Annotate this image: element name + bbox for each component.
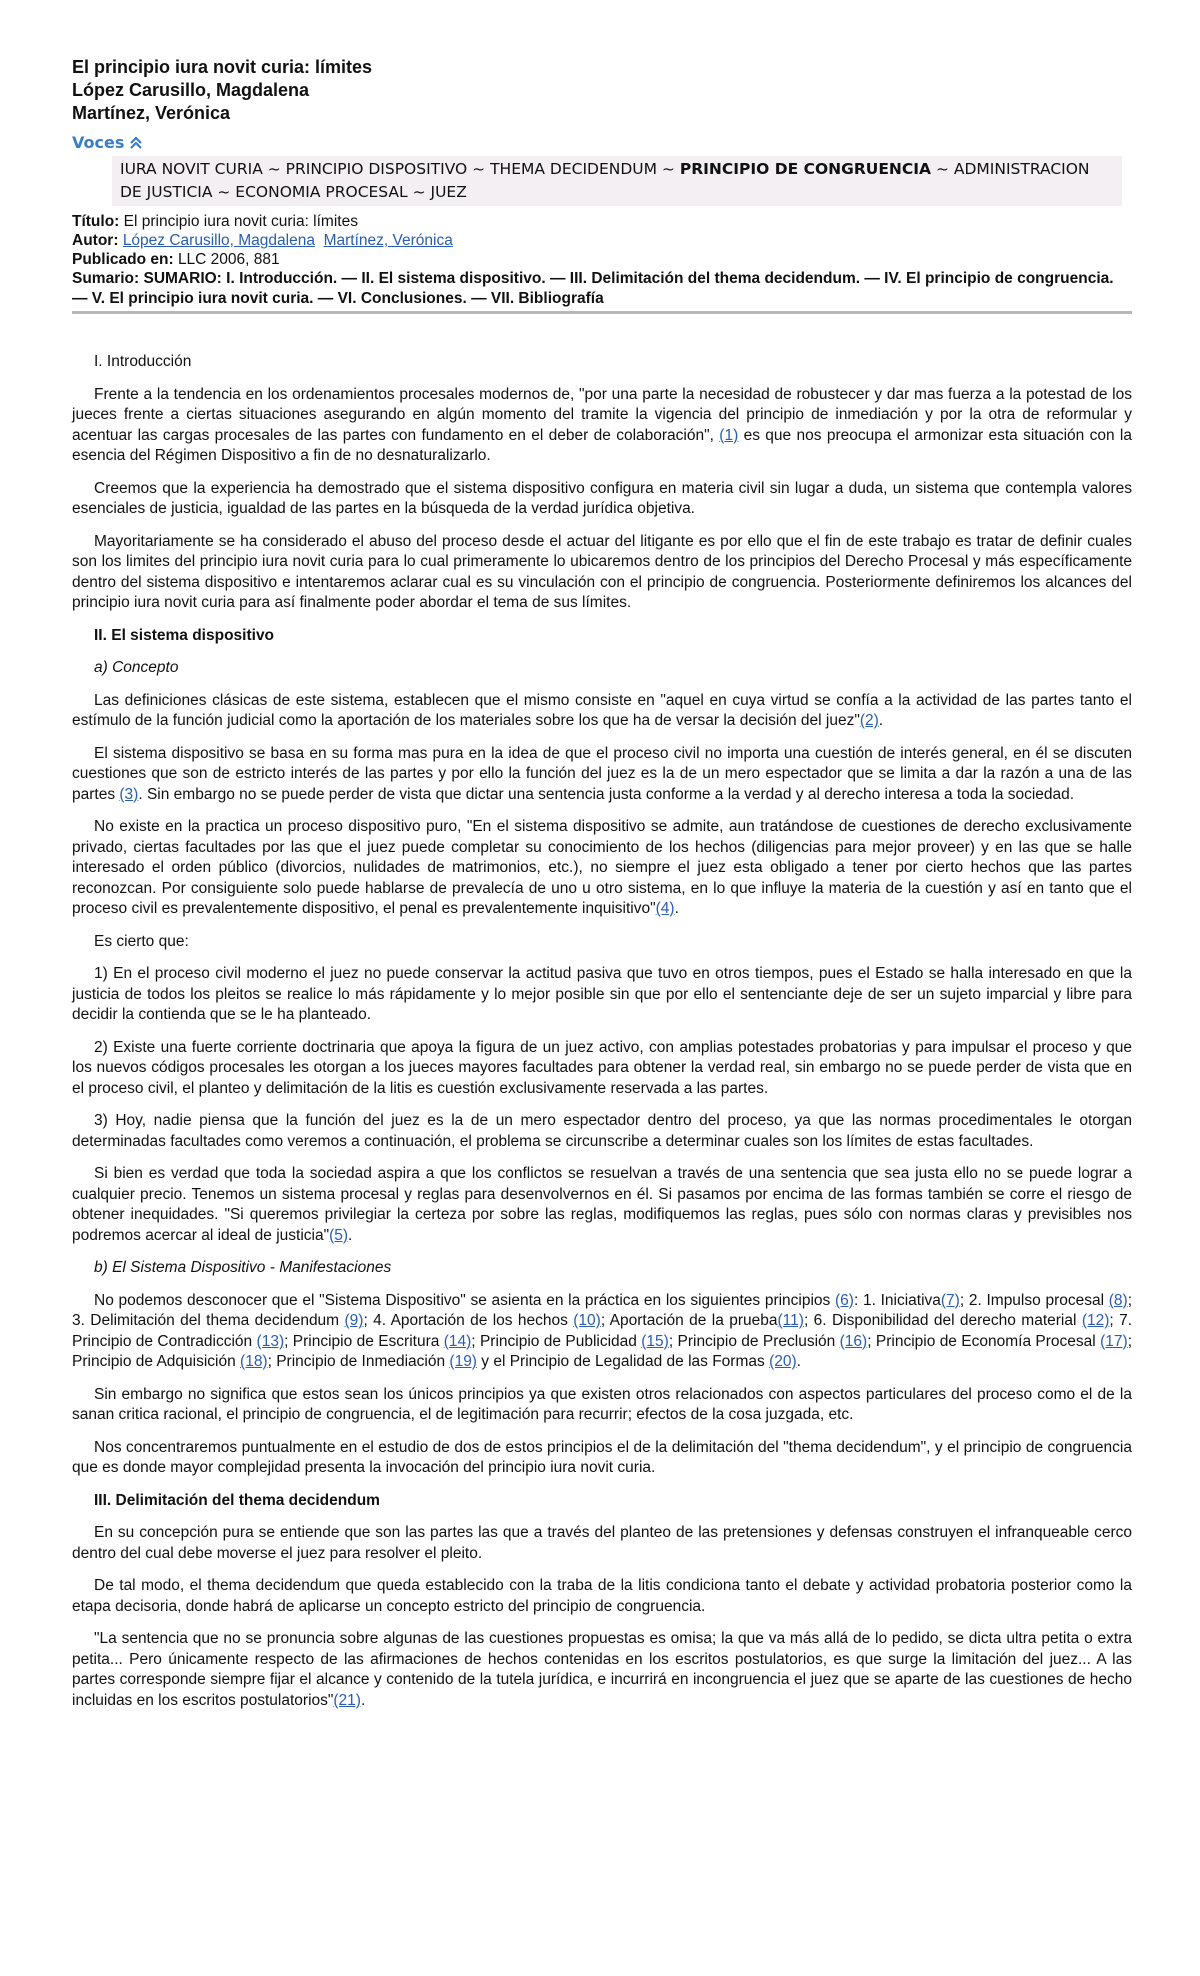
paragraph: Frente a la tendencia en los ordenamientos procesales modernos de, "por una parte la necesidad de robustecer y dar mas fuerza a la potestad de los jueces frente a ciertas situaciones asegurando en algún momento del tramite la vigencia del principio de inmediación y por la otra de reformular y acentuar las cargas procesales de las partes con fundamento en el deber de colaboración", (1) es que nos preocupa el armonizar esta situación con la esencia del Régimen Dispositivo a fin de no desnaturalizarlo. [72, 385, 1133, 464]
metadata [72, 212, 1132, 309]
footnote-link[interactable]: (20) [769, 1353, 797, 1370]
footnote-link[interactable]: (1) [719, 426, 739, 444]
paragraph: No existe en la practica un proceso dispositivo puro, "En el sistema dispositivo se admite, aun tratándose de cuestiones de derecho exclusivamente privado, ciertas facultades por las que el juez puede completar su conocimiento de los hechos (diligencias para mejor proveer) y en las que se halle interesado el orden público (divorcios, nulidades de matrimonios, etc.), no siempre el juez esta obligado a tener por cierto hechos que las partes reconozcan. Por consiguiente solo puede hablarse de prevalecía de uno u otro sistema, en lo que influye la materia de la cuestión y así en tanto que el proceso civil es prevalentemente dispositivo, el penal es prevalentemente inquisitivo"(4). [72, 818, 1132, 917]
titulo-row [72, 212, 1132, 231]
publicado-label: Publicado en: [72, 251, 174, 268]
footnote-link[interactable]: (16) [839, 1332, 868, 1350]
paragraph: Las definiciones clásicas de este sistema, establecen que el mismo consiste en "aquel en cuya virtud se confía a la actividad de las partes tanto el estímulo de la función judicial como la aportación de los materiales sobre los que ha de versar la decisión del juez"(2). [72, 691, 1132, 729]
paragraph: Nos concentraremos puntualmente en el estudio de dos de estos principios el de la delimitación del "thema decidendum", y el principio de congruencia que es donde mayor complejidad presenta la invocación del principio iura novit curia. [72, 1438, 1132, 1476]
keywords-text: ~ ADMINISTRACION DE JUSTICIA ~ ECONOMIA PROCESAL ~ JUEZ [120, 160, 1090, 201]
voces-label: Voces [72, 133, 125, 152]
footnote-link[interactable]: (9) [344, 1312, 364, 1329]
footnote-link[interactable]: (12) [1081, 1312, 1110, 1329]
author-link[interactable]: Martínez, Verónica [323, 232, 453, 249]
paragraph: En su concepción pura se entiende que son las partes las que a través del planteo de las pretensiones y defensas construyen el infranqueable cerco dentro del cual debe moverse el juez para resolver el pleito. [72, 1524, 1132, 1562]
footnote-link[interactable]: (4) [655, 900, 675, 917]
footnote-link[interactable]: (17) [1100, 1332, 1128, 1350]
footnote-link[interactable]: (14) [443, 1332, 472, 1350]
paragraph: 3) Hoy, nadie piensa que la función del juez es la de un mero espectador dentro del proceso, ya que las normas procedimentales le otorgan determinadas facultades como veremos a continuación, el problema se circunscribe a determinar cuales son los límites de estas facultades. [72, 1112, 1132, 1150]
section-heading: II. El sistema dispositivo [94, 626, 275, 644]
footnote-link[interactable]: (11) [777, 1312, 804, 1329]
divider [72, 311, 1132, 314]
footnote-link[interactable]: (15) [641, 1332, 669, 1350]
paragraph: Creemos que la experiencia ha demostrado que el sistema dispositivo configura en materia civil sin lugar a duda, un sistema que contempla valores esenciales de justicia, igualdad de las partes en la búsqueda de la verdad jurídica objetiva. [72, 479, 1132, 517]
section-heading: I. Introducción [94, 353, 192, 370]
subsection-heading: b) El Sistema Dispositivo - Manifestaciones [94, 1259, 392, 1276]
author-line: López Carusillo, Magdalena [72, 80, 310, 100]
footnote-link[interactable]: (10) [573, 1312, 601, 1329]
autor-label: Autor: [72, 232, 119, 249]
section-heading: III. Delimitación del thema decidendum [94, 1491, 380, 1509]
document-header [72, 56, 1132, 314]
titulo-value: El principio iura novit curia: límites [123, 213, 358, 230]
footnote-link[interactable]: (8) [1108, 1291, 1128, 1309]
voces-toggle[interactable] [72, 133, 1132, 152]
footnote-link[interactable]: (21) [333, 1691, 361, 1709]
footnote-link[interactable]: (2) [859, 712, 879, 729]
article-body [72, 352, 1132, 1723]
footnote-link[interactable]: (3) [119, 785, 139, 803]
paragraph: Mayoritariamente se ha considerado el abuso del proceso desde el actuar del litigante es por ello que el fin de este trabajo es tratar de definir cuales son los limites del principio iura novit curia para lo cual primeramente lo ubicaremos dentro de los principios del Derecho Procesal y más específicamente dentro del sistema dispositivo e intentaremos aclarar cual es su vinculación con el principio de congruencia. Posteriormente definiremos los alcances del principio iura novit curia para así finalmente poder abordar el tema de sus límites. [72, 532, 1132, 611]
title-line: El principio iura novit curia: límites [72, 57, 373, 77]
keyword-highlighted: PRINCIPIO DE CONGRUENCIA [679, 160, 932, 178]
sumario: Sumario: SUMARIO: I. Introducción. — II. El sistema dispositivo. — III. Delimitación del thema decidendum. — IV. El principio de congruencia. — V. El principio iura novit curia. — VI. Conclusiones. — VII. Bibliografía [72, 270, 1114, 307]
keywords-text: IURA NOVIT CURIA ~ PRINCIPIO DISPOSITIVO ~ THEMA DECIDENDUM ~ [120, 160, 680, 178]
collapse-chevron-icon [129, 136, 143, 150]
footnote-link[interactable]: (18) [240, 1353, 268, 1370]
author-line: Martínez, Verónica [72, 103, 231, 123]
footnote-link[interactable]: (7) [940, 1291, 960, 1309]
subsection-heading: a) Concepto [94, 659, 179, 676]
paragraph: Sin embargo no significa que estos sean los únicos principios ya que existen otros relacionados con aspectos particulares del proceso como el de la sanan critica racional, el principio de congruencia, el de legitimación para recurrir; efectos de la cosa juzgada, etc. [72, 1385, 1132, 1423]
paragraph: Es cierto que: [94, 932, 189, 950]
footnote-link[interactable]: (6) [835, 1291, 854, 1309]
paragraph: El sistema dispositivo se basa en su forma mas pura en la idea de que el proceso civil no importa una cuestión de interés general, en él se discuten cuestiones que son de estricto interés de las partes y por ello la función del juez es la de un mero espectador que se limita a dar la razón a una de las partes (3). Sin embargo no se puede perder de vista que dictar una sentencia justa conforme a la verdad y al derecho interesa a toda la sociedad. [72, 744, 1132, 803]
paragraph: 2) Existe una fuerte corriente doctrinaria que apoya la figura de un juez activo, con amplias potestades probatorias y para impulsar el proceso y que los nuevos códigos procesales les otorgan a los jueces mayores facultades para obtener la verdad real, sin embargo no se puede perder de vista que en el proceso civil, el planteo y delimitación de la litis es cuestión exclusivamente reservada a las partes. [72, 1038, 1132, 1097]
paragraph: No podemos desconocer que el "Sistema Dispositivo" se asienta en la práctica en los siguientes principios (6): 1. Iniciativa(7); 2. Impulso procesal (8); 3. Delimitación del thema decidendum (9); 4. Aportación de los hechos (10); Aportación de la prueba(11); 6. Disponibilidad del derecho material (12); 7. Principio de Contradicción (13); Principio de Escritura (14); Principio de Publicidad (15); Principio de Preclusión (16); Principio de Economía Procesal (17); Principio de Adquisición (18); Principio de Inmediación (19) y el Principio de Legalidad de las Formas (20). [72, 1291, 1133, 1370]
footnote-link[interactable]: (5) [329, 1226, 349, 1244]
publicado-row [72, 250, 1132, 269]
voces-keywords [112, 156, 1122, 206]
paragraph: "La sentencia que no se pronuncia sobre algunas de las cuestiones propuestas es omisa; la que va más allá de lo pedido, se dicta ultra petita o extra petita... Pero únicamente respecto de las afirmaciones de hechos contenidas en los escritos postulatorios, es que surge la limitación del juez... A las partes corresponde siempre fijar el alcance y contenido de la tutela jurídica, e incurrirá en incongruencia el juez que se aparte de las cuestiones de hecho incluidas en los escritos postulatorios"(21). [72, 1630, 1132, 1709]
paragraph: Si bien es verdad que toda la sociedad aspira a que los conflictos se resuelvan a través de una sentencia que sea justa ello no se puede lograr a cualquier precio. Tenemos un sistema procesal y reglas para desenvolvernos en él. Si pasamos por encima de las formas también se corre el riesgo de obtener inequidades. "Si queremos privilegiar la certeza por sobre las reglas, modifiquemos las reglas, pues sólo con normas claras y previsibles nos podremos acercar al ideal de justicia"(5). [72, 1165, 1132, 1244]
paragraph: 1) En el proceso civil moderno el juez no puede conservar la actitud pasiva que tuvo en otros tiempos, pues el Estado se halla interesado en que la justicia de todos los pleitos se realice lo más rápidamente y lo mejor posible sin que por ello el sentenciante deje de ser un sujeto imparcial y libre para decidir la contienda que se le ha planteado. [72, 965, 1132, 1023]
footnote-link[interactable]: (13) [256, 1332, 285, 1350]
autor-row [72, 231, 1132, 250]
document-title [72, 56, 1132, 125]
author-link[interactable]: López Carusillo, Magdalena [122, 232, 315, 249]
footnote-link[interactable]: (19) [449, 1353, 477, 1370]
titulo-label: Título: [72, 213, 120, 230]
paragraph: De tal modo, el thema decidendum que queda establecido con la traba de la litis condiciona tanto el debate y actividad probatoria posterior como la etapa decisoria, donde habrá de aplicarse un concepto estricto del principio de congruencia. [72, 1577, 1132, 1615]
publicado-value: LLC 2006, 881 [177, 251, 280, 268]
